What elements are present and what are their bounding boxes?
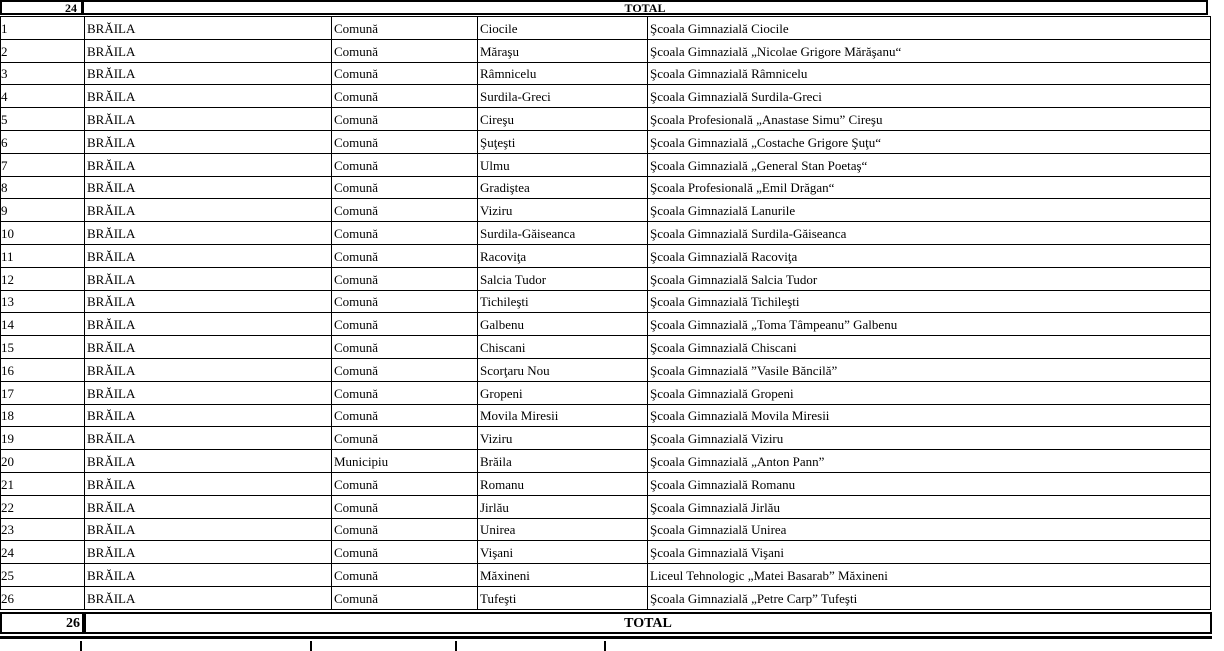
locality-cell: Unirea xyxy=(478,518,648,541)
row-number: 21 xyxy=(1,472,85,495)
bottom-summary-row xyxy=(0,612,1212,634)
locality-cell: Surdila-Găiseanca xyxy=(478,222,648,245)
table-row xyxy=(1,313,1211,336)
locality-cell: Surdila-Greci xyxy=(478,85,648,108)
locality-cell: Gradiştea xyxy=(478,176,648,199)
locality-cell: Scorţaru Nou xyxy=(478,358,648,381)
table-row xyxy=(1,564,1211,587)
column-divider xyxy=(455,641,457,651)
locality-type-cell: Comună xyxy=(332,336,478,359)
table-row xyxy=(1,267,1211,290)
row-number: 19 xyxy=(1,427,85,450)
table-row xyxy=(1,586,1211,609)
table-row xyxy=(1,153,1211,176)
locality-type-cell: Comună xyxy=(332,586,478,609)
row-number: 16 xyxy=(1,358,85,381)
school-name-cell: Şcoala Profesională „Emil Drăgan“ xyxy=(648,176,1211,199)
table-row xyxy=(1,404,1211,427)
column-divider xyxy=(310,641,312,651)
county-cell: BRĂILA xyxy=(85,153,332,176)
locality-type-cell: Comună xyxy=(332,39,478,62)
county-cell: BRĂILA xyxy=(85,336,332,359)
locality-cell: Râmnicelu xyxy=(478,62,648,85)
school-name-cell: Şcoala Gimnazială Chiscani xyxy=(648,336,1211,359)
row-number: 5 xyxy=(1,108,85,131)
locality-type-cell: Comună xyxy=(332,541,478,564)
locality-type-cell: Comună xyxy=(332,108,478,131)
locality-cell: Ulmu xyxy=(478,153,648,176)
column-divider xyxy=(80,641,82,651)
row-number: 1 xyxy=(1,17,85,40)
schools-table xyxy=(0,16,1211,610)
school-name-cell: Şcoala Gimnazială Surdila-Greci xyxy=(648,85,1211,108)
school-name-cell: Şcoala Gimnazială Viziru xyxy=(648,427,1211,450)
locality-cell: Romanu xyxy=(478,472,648,495)
locality-type-cell: Comună xyxy=(332,427,478,450)
county-cell: BRĂILA xyxy=(85,39,332,62)
county-cell: BRĂILA xyxy=(85,427,332,450)
row-number: 8 xyxy=(1,176,85,199)
county-cell: BRĂILA xyxy=(85,541,332,564)
locality-type-cell: Comună xyxy=(332,564,478,587)
school-name-cell: Liceul Tehnologic „Matei Basarab” Măxineni xyxy=(648,564,1211,587)
row-number: 7 xyxy=(1,153,85,176)
locality-cell: Şuţeşti xyxy=(478,130,648,153)
locality-type-cell: Comună xyxy=(332,267,478,290)
locality-cell: Viziru xyxy=(478,427,648,450)
row-number: 22 xyxy=(1,495,85,518)
locality-cell: Viziru xyxy=(478,199,648,222)
locality-cell: Cireşu xyxy=(478,108,648,131)
county-cell: BRĂILA xyxy=(85,290,332,313)
row-number: 25 xyxy=(1,564,85,587)
column-divider xyxy=(604,641,606,651)
table-row xyxy=(1,336,1211,359)
school-name-cell: Şcoala Gimnazială „Costache Grigore Şuţu“ xyxy=(648,130,1211,153)
county-cell: BRĂILA xyxy=(85,244,332,267)
school-name-cell: Şcoala Gimnazială Ciocile xyxy=(648,17,1211,40)
row-number: 17 xyxy=(1,381,85,404)
county-cell: BRĂILA xyxy=(85,518,332,541)
row-number: 9 xyxy=(1,199,85,222)
row-number: 6 xyxy=(1,130,85,153)
locality-cell: Vişani xyxy=(478,541,648,564)
row-number: 12 xyxy=(1,267,85,290)
county-cell: BRĂILA xyxy=(85,199,332,222)
row-number: 24 xyxy=(1,541,85,564)
row-number: 3 xyxy=(1,62,85,85)
table-row xyxy=(1,130,1211,153)
locality-cell: Tichileşti xyxy=(478,290,648,313)
county-cell: BRĂILA xyxy=(85,472,332,495)
row-number: 23 xyxy=(1,518,85,541)
school-name-cell: Şcoala Gimnazială Romanu xyxy=(648,472,1211,495)
bottom-summary-label: TOTAL xyxy=(624,616,672,631)
table-row xyxy=(1,472,1211,495)
locality-type-cell: Comună xyxy=(332,130,478,153)
locality-type-cell: Comună xyxy=(332,404,478,427)
table-row xyxy=(1,176,1211,199)
locality-cell: Jirlău xyxy=(478,495,648,518)
school-name-cell: Şcoala Gimnazială „Anton Pann” xyxy=(648,450,1211,473)
school-name-cell: Şcoala Gimnazială Movila Miresii xyxy=(648,404,1211,427)
table-row xyxy=(1,85,1211,108)
locality-type-cell: Comună xyxy=(332,153,478,176)
locality-cell: Ciocile xyxy=(478,17,648,40)
county-cell: BRĂILA xyxy=(85,586,332,609)
row-number: 2 xyxy=(1,39,85,62)
row-number: 14 xyxy=(1,313,85,336)
county-cell: BRĂILA xyxy=(85,108,332,131)
school-name-cell: Şcoala Gimnazială Vişani xyxy=(648,541,1211,564)
locality-cell: Măraşu xyxy=(478,39,648,62)
table-row xyxy=(1,290,1211,313)
locality-type-cell: Comună xyxy=(332,518,478,541)
table-row xyxy=(1,244,1211,267)
county-cell: BRĂILA xyxy=(85,381,332,404)
row-number: 11 xyxy=(1,244,85,267)
locality-cell: Movila Miresii xyxy=(478,404,648,427)
table-row xyxy=(1,518,1211,541)
school-name-cell: Şcoala Profesională „Anastase Simu” Cireşu xyxy=(648,108,1211,131)
county-cell: BRĂILA xyxy=(85,176,332,199)
school-name-cell: Şcoala Gimnazială Lanurile xyxy=(648,199,1211,222)
row-number: 20 xyxy=(1,450,85,473)
school-name-cell: Şcoala Gimnazială Gropeni xyxy=(648,381,1211,404)
locality-type-cell: Municipiu xyxy=(332,450,478,473)
locality-cell: Salcia Tudor xyxy=(478,267,648,290)
table-row xyxy=(1,495,1211,518)
county-cell: BRĂILA xyxy=(85,358,332,381)
locality-type-cell: Comună xyxy=(332,381,478,404)
school-name-cell: Şcoala Gimnazială „Toma Tâmpeanu” Galbenu xyxy=(648,313,1211,336)
locality-type-cell: Comună xyxy=(332,176,478,199)
top-summary-label: TOTAL xyxy=(624,1,666,15)
locality-cell: Gropeni xyxy=(478,381,648,404)
county-cell: BRĂILA xyxy=(85,85,332,108)
row-number: 13 xyxy=(1,290,85,313)
county-cell: BRĂILA xyxy=(85,267,332,290)
school-name-cell: Şcoala Gimnazială „Petre Carp” Tufeşti xyxy=(648,586,1211,609)
table-row xyxy=(1,541,1211,564)
top-summary-count: 24 xyxy=(2,2,84,13)
next-table-row-partial xyxy=(0,636,1212,648)
locality-type-cell: Comună xyxy=(332,495,478,518)
school-name-cell: Şcoala Gimnazială Racoviţa xyxy=(648,244,1211,267)
school-name-cell: Şcoala Gimnazială „General Stan Poetaş“ xyxy=(648,153,1211,176)
school-name-cell: Şcoala Gimnazială Salcia Tudor xyxy=(648,267,1211,290)
locality-cell: Brăila xyxy=(478,450,648,473)
row-number: 26 xyxy=(1,586,85,609)
locality-type-cell: Comună xyxy=(332,17,478,40)
table-row xyxy=(1,17,1211,40)
school-name-cell: Şcoala Gimnazială Tichileşti xyxy=(648,290,1211,313)
school-name-cell: Şcoala Gimnazială Râmnicelu xyxy=(648,62,1211,85)
locality-type-cell: Comună xyxy=(332,290,478,313)
county-cell: BRĂILA xyxy=(85,313,332,336)
county-cell: BRĂILA xyxy=(85,404,332,427)
county-cell: BRĂILA xyxy=(85,62,332,85)
row-number: 18 xyxy=(1,404,85,427)
school-name-cell: Şcoala Gimnazială Surdila-Găiseanca xyxy=(648,222,1211,245)
county-cell: BRĂILA xyxy=(85,222,332,245)
locality-type-cell: Comună xyxy=(332,62,478,85)
locality-cell: Măxineni xyxy=(478,564,648,587)
row-number: 4 xyxy=(1,85,85,108)
table-row xyxy=(1,450,1211,473)
county-cell: BRĂILA xyxy=(85,495,332,518)
row-number: 10 xyxy=(1,222,85,245)
schools-table-body xyxy=(1,17,1211,610)
locality-type-cell: Comună xyxy=(332,313,478,336)
locality-type-cell: Comună xyxy=(332,358,478,381)
locality-type-cell: Comună xyxy=(332,244,478,267)
county-cell: BRĂILA xyxy=(85,450,332,473)
locality-cell: Racoviţa xyxy=(478,244,648,267)
locality-cell: Galbenu xyxy=(478,313,648,336)
table-row xyxy=(1,199,1211,222)
locality-type-cell: Comună xyxy=(332,222,478,245)
school-name-cell: Şcoala Gimnazială Unirea xyxy=(648,518,1211,541)
locality-type-cell: Comună xyxy=(332,472,478,495)
school-name-cell: Şcoala Gimnazială ”Vasile Băncilă” xyxy=(648,358,1211,381)
locality-type-cell: Comună xyxy=(332,85,478,108)
locality-type-cell: Comună xyxy=(332,199,478,222)
top-summary-row xyxy=(0,0,1208,15)
school-name-cell: Şcoala Gimnazială Jirlău xyxy=(648,495,1211,518)
table-row xyxy=(1,427,1211,450)
county-cell: BRĂILA xyxy=(85,564,332,587)
bottom-summary-count: 26 xyxy=(2,614,86,632)
table-row xyxy=(1,108,1211,131)
school-name-cell: Şcoala Gimnazială „Nicolae Grigore Mărăşanu“ xyxy=(648,39,1211,62)
table-row xyxy=(1,39,1211,62)
county-cell: BRĂILA xyxy=(85,17,332,40)
locality-cell: Chiscani xyxy=(478,336,648,359)
county-cell: BRĂILA xyxy=(85,130,332,153)
table-row xyxy=(1,222,1211,245)
table-row xyxy=(1,358,1211,381)
table-row xyxy=(1,381,1211,404)
row-number: 15 xyxy=(1,336,85,359)
table-row xyxy=(1,62,1211,85)
locality-cell: Tufeşti xyxy=(478,586,648,609)
